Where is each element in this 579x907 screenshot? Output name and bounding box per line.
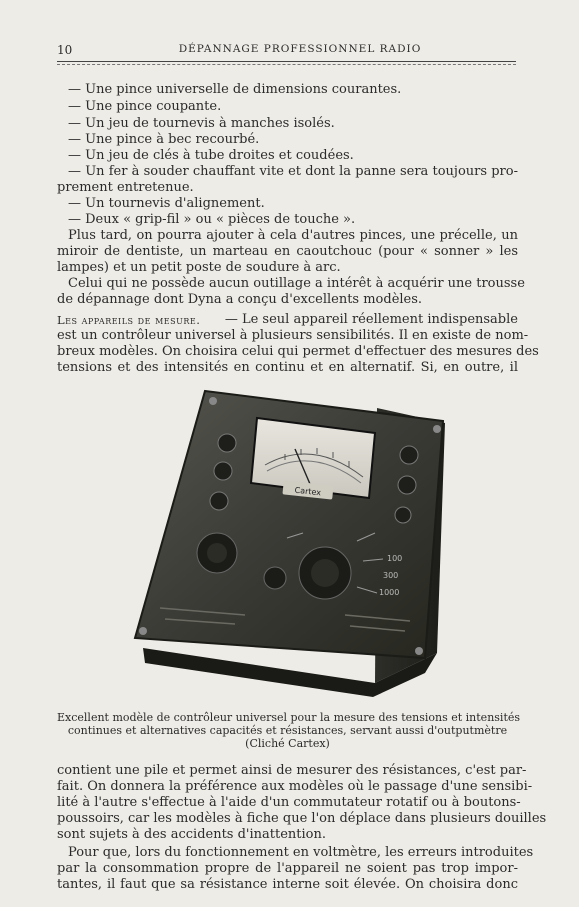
section-opening-line (57, 312, 518, 328)
list-item: — Deux « grip-fil » ou « pièces de touche ». (68, 212, 356, 227)
paragraph-line: Plus tard, on pourra ajouter à cela d'autres pinces, une précelle, un (68, 228, 518, 243)
list-item-continued: prement entretenue. (57, 180, 194, 195)
list-item: — Une pince universelle de dimensions courantes. (68, 82, 402, 97)
paragraph-line: lampes) et un petit poste de soudure à arc. (57, 260, 341, 275)
paragraph-line: tantes, il faut que sa résistance interne soit élevée. On choisira donc (57, 877, 518, 892)
paragraph-line: miroir de dentiste, un marteau en caoutchouc (pour « sonner » les (57, 244, 518, 259)
range-label: 100 (387, 554, 403, 563)
paragraph-line: lité à l'autre s'effectue à l'aide d'un commutateur rotatif ou à boutons- (57, 795, 521, 810)
section-heading: Les appareils de mesure. (57, 313, 201, 327)
list-item: — Une pince coupante. (68, 99, 222, 114)
header-rule-dashed (57, 64, 516, 65)
range-label: 300 (383, 571, 399, 580)
paragraph-line: Pour que, lors du fonctionnement en voltmètre, les erreurs introduites (68, 845, 534, 860)
list-item: — Un fer à souder chauffant vite et dont la panne sera toujours pro- (68, 164, 518, 179)
running-title: DÉPANNAGE PROFESSIONNEL RADIO (178, 43, 422, 55)
dial-brand: Cartex (294, 485, 322, 498)
paragraph-line: tensions et des intensités en continu et en alternatif. Si, en outre, il (57, 360, 518, 375)
page-number: 10 (57, 43, 73, 57)
multimeter-photo (125, 383, 465, 698)
paragraph-line: est un contrôleur universel à plusieurs sensibilités. Il en existe de nom- (57, 328, 529, 343)
list-item: — Un tournevis d'alignement. (68, 196, 265, 211)
paragraph-line: — Le seul appareil réellement indispensable (224, 312, 518, 327)
paragraph-line: par la consommation propre de l'appareil ne soient pas trop impor- (57, 861, 518, 876)
paragraph-line: breux modèles. On choisira celui qui permet d'effectuer des mesures des (57, 344, 539, 359)
paragraph-line: sont sujets à des accidents d'inattention. (57, 827, 327, 842)
paragraph-line: de dépannage dont Dyna a conçu d'excellents modèles. (57, 292, 423, 307)
paragraph-line: fait. On donnera la préférence aux modèles où le passage d'une sensibi- (57, 779, 533, 794)
list-item: — Une pince à bec recourbé. (68, 132, 260, 147)
range-label: 1000 (379, 588, 400, 597)
paragraph-line: Celui qui ne possède aucun outillage a intérêt à acquérir une trousse (68, 276, 525, 291)
paragraph-line: poussoirs, car les modèles à fiche que l'on déplace dans plusieurs douilles (57, 811, 547, 826)
figure-caption-line: continues et alternatives capacités et résistances, servant aussi d'outputmètre (67, 724, 508, 737)
header-rule (57, 61, 516, 62)
figure-credit: (Cliché Cartex) (245, 737, 330, 750)
list-item: — Un jeu de clés à tube droites et coudées. (68, 148, 354, 163)
figure-caption-line: Excellent modèle de contrôleur universel pour la mesure des tensions et intensités (57, 711, 521, 724)
list-item: — Un jeu de tournevis à manches isolés. (68, 116, 335, 131)
paragraph-line: contient une pile et permet ainsi de mesurer des résistances, c'est par- (57, 763, 527, 778)
